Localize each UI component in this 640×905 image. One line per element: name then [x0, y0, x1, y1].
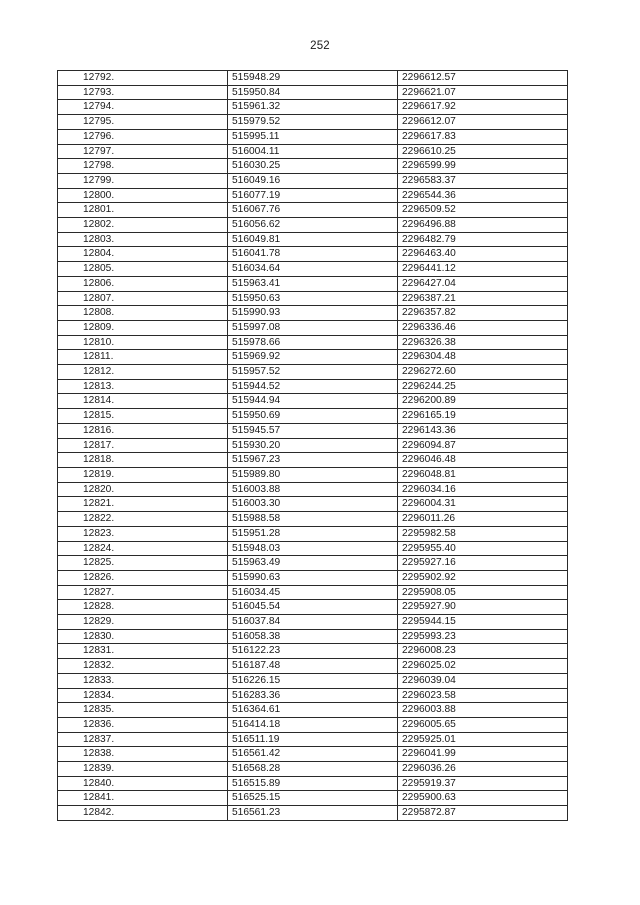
point-number-cell: 12833. [58, 673, 228, 688]
y-coordinate-cell: 2296272.60 [398, 365, 568, 380]
x-coordinate-cell: 516187.48 [228, 659, 398, 674]
x-coordinate-cell: 516041.78 [228, 247, 398, 262]
point-number-cell: 12798. [58, 159, 228, 174]
point-number-cell: 12812. [58, 365, 228, 380]
x-coordinate-cell: 516122.23 [228, 644, 398, 659]
point-number-cell: 12831. [58, 644, 228, 659]
point-number-cell: 12820. [58, 482, 228, 497]
x-coordinate-cell: 516049.81 [228, 232, 398, 247]
table-row [58, 762, 568, 777]
point-number-cell: 12814. [58, 394, 228, 409]
x-coordinate-cell: 516056.62 [228, 218, 398, 233]
table-row [58, 379, 568, 394]
point-number-cell: 12829. [58, 615, 228, 630]
point-number-cell: 12822. [58, 512, 228, 527]
table-row [58, 526, 568, 541]
table-row [58, 673, 568, 688]
point-number-cell: 12800. [58, 188, 228, 203]
point-number-cell: 12801. [58, 203, 228, 218]
point-number-cell: 12827. [58, 585, 228, 600]
table-row [58, 644, 568, 659]
x-coordinate-cell: 516511.19 [228, 732, 398, 747]
point-number-cell: 12795. [58, 115, 228, 130]
table-row [58, 291, 568, 306]
point-number-cell: 12818. [58, 453, 228, 468]
table-row [58, 144, 568, 159]
table-row [58, 717, 568, 732]
x-coordinate-cell: 515969.92 [228, 350, 398, 365]
table-row [58, 585, 568, 600]
point-number-cell: 12797. [58, 144, 228, 159]
point-number-cell: 12811. [58, 350, 228, 365]
y-coordinate-cell: 2296599.99 [398, 159, 568, 174]
point-number-cell: 12793. [58, 85, 228, 100]
point-number-cell: 12824. [58, 541, 228, 556]
table-row [58, 159, 568, 174]
point-number-cell: 12815. [58, 409, 228, 424]
y-coordinate-cell: 2296583.37 [398, 173, 568, 188]
x-coordinate-cell: 515957.52 [228, 365, 398, 380]
table-row [58, 100, 568, 115]
y-coordinate-cell: 2296617.92 [398, 100, 568, 115]
x-coordinate-cell: 515944.94 [228, 394, 398, 409]
x-coordinate-cell: 515948.29 [228, 71, 398, 86]
point-number-cell: 12803. [58, 232, 228, 247]
y-coordinate-cell: 2295925.01 [398, 732, 568, 747]
table-row [58, 747, 568, 762]
point-number-cell: 12828. [58, 600, 228, 615]
y-coordinate-cell: 2296387.21 [398, 291, 568, 306]
y-coordinate-cell: 2296011.26 [398, 512, 568, 527]
table-row [58, 629, 568, 644]
table-row [58, 365, 568, 380]
point-number-cell: 12810. [58, 335, 228, 350]
y-coordinate-cell: 2295927.90 [398, 600, 568, 615]
x-coordinate-cell: 516003.30 [228, 497, 398, 512]
table-row [58, 732, 568, 747]
point-number-cell: 12821. [58, 497, 228, 512]
x-coordinate-cell: 515951.28 [228, 526, 398, 541]
y-coordinate-cell: 2295982.58 [398, 526, 568, 541]
table-row [58, 467, 568, 482]
table-row [58, 115, 568, 130]
table-row [58, 409, 568, 424]
y-coordinate-cell: 2296003.88 [398, 703, 568, 718]
x-coordinate-cell: 516561.23 [228, 806, 398, 821]
table-row [58, 423, 568, 438]
x-coordinate-cell: 515945.57 [228, 423, 398, 438]
x-coordinate-cell: 515961.32 [228, 100, 398, 115]
table-row [58, 600, 568, 615]
y-coordinate-cell: 2295900.63 [398, 791, 568, 806]
table-row [58, 262, 568, 277]
y-coordinate-cell: 2296463.40 [398, 247, 568, 262]
point-number-cell: 12836. [58, 717, 228, 732]
y-coordinate-cell: 2296336.46 [398, 320, 568, 335]
y-coordinate-cell: 2296326.38 [398, 335, 568, 350]
point-number-cell: 12805. [58, 262, 228, 277]
y-coordinate-cell: 2296036.26 [398, 762, 568, 777]
table-row [58, 129, 568, 144]
table-row [58, 659, 568, 674]
y-coordinate-cell: 2296200.89 [398, 394, 568, 409]
table-row [58, 85, 568, 100]
x-coordinate-cell: 515967.23 [228, 453, 398, 468]
table-row [58, 482, 568, 497]
x-coordinate-cell: 516414.18 [228, 717, 398, 732]
x-coordinate-cell: 516003.88 [228, 482, 398, 497]
point-number-cell: 12830. [58, 629, 228, 644]
y-coordinate-cell: 2296482.79 [398, 232, 568, 247]
x-coordinate-cell: 516226.15 [228, 673, 398, 688]
y-coordinate-cell: 2296441.12 [398, 262, 568, 277]
coordinates-table [57, 70, 568, 821]
point-number-cell: 12799. [58, 173, 228, 188]
table-row [58, 497, 568, 512]
x-coordinate-cell: 515995.11 [228, 129, 398, 144]
table-row [58, 232, 568, 247]
point-number-cell: 12807. [58, 291, 228, 306]
x-coordinate-cell: 515963.49 [228, 556, 398, 571]
y-coordinate-cell: 2296612.57 [398, 71, 568, 86]
y-coordinate-cell: 2296041.99 [398, 747, 568, 762]
x-coordinate-cell: 516515.89 [228, 776, 398, 791]
y-coordinate-cell: 2295927.16 [398, 556, 568, 571]
table-row [58, 320, 568, 335]
point-number-cell: 12842. [58, 806, 228, 821]
y-coordinate-cell: 2296023.58 [398, 688, 568, 703]
x-coordinate-cell: 516561.42 [228, 747, 398, 762]
y-coordinate-cell: 2295919.37 [398, 776, 568, 791]
table-row [58, 71, 568, 86]
table-row [58, 188, 568, 203]
table-row [58, 703, 568, 718]
x-coordinate-cell: 516058.38 [228, 629, 398, 644]
table-row [58, 541, 568, 556]
coordinates-table-body [58, 71, 568, 821]
table-row [58, 615, 568, 630]
y-coordinate-cell: 2295944.15 [398, 615, 568, 630]
y-coordinate-cell: 2295993.23 [398, 629, 568, 644]
point-number-cell: 12826. [58, 570, 228, 585]
table-row [58, 203, 568, 218]
y-coordinate-cell: 2296004.31 [398, 497, 568, 512]
y-coordinate-cell: 2296165.19 [398, 409, 568, 424]
table-row [58, 173, 568, 188]
x-coordinate-cell: 515950.63 [228, 291, 398, 306]
point-number-cell: 12802. [58, 218, 228, 233]
y-coordinate-cell: 2296008.23 [398, 644, 568, 659]
x-coordinate-cell: 515978.66 [228, 335, 398, 350]
table-row [58, 218, 568, 233]
x-coordinate-cell: 515990.93 [228, 306, 398, 321]
x-coordinate-cell: 516034.45 [228, 585, 398, 600]
y-coordinate-cell: 2296612.07 [398, 115, 568, 130]
y-coordinate-cell: 2295908.05 [398, 585, 568, 600]
y-coordinate-cell: 2296034.16 [398, 482, 568, 497]
x-coordinate-cell: 516067.76 [228, 203, 398, 218]
table-row [58, 306, 568, 321]
point-number-cell: 12813. [58, 379, 228, 394]
y-coordinate-cell: 2296544.36 [398, 188, 568, 203]
x-coordinate-cell: 516525.15 [228, 791, 398, 806]
table-row [58, 570, 568, 585]
y-coordinate-cell: 2296509.52 [398, 203, 568, 218]
x-coordinate-cell: 515979.52 [228, 115, 398, 130]
point-number-cell: 12817. [58, 438, 228, 453]
point-number-cell: 12819. [58, 467, 228, 482]
x-coordinate-cell: 515930.20 [228, 438, 398, 453]
y-coordinate-cell: 2296621.07 [398, 85, 568, 100]
x-coordinate-cell: 516034.64 [228, 262, 398, 277]
point-number-cell: 12804. [58, 247, 228, 262]
table-row [58, 512, 568, 527]
y-coordinate-cell: 2296025.02 [398, 659, 568, 674]
point-number-cell: 12834. [58, 688, 228, 703]
x-coordinate-cell: 515950.69 [228, 409, 398, 424]
x-coordinate-cell: 515948.03 [228, 541, 398, 556]
table-row [58, 776, 568, 791]
x-coordinate-cell: 515989.80 [228, 467, 398, 482]
point-number-cell: 12796. [58, 129, 228, 144]
y-coordinate-cell: 2296357.82 [398, 306, 568, 321]
point-number-cell: 12832. [58, 659, 228, 674]
x-coordinate-cell: 516045.54 [228, 600, 398, 615]
point-number-cell: 12808. [58, 306, 228, 321]
point-number-cell: 12806. [58, 276, 228, 291]
y-coordinate-cell: 2296244.25 [398, 379, 568, 394]
table-row [58, 350, 568, 365]
point-number-cell: 12841. [58, 791, 228, 806]
y-coordinate-cell: 2295902.92 [398, 570, 568, 585]
point-number-cell: 12840. [58, 776, 228, 791]
y-coordinate-cell: 2296617.83 [398, 129, 568, 144]
x-coordinate-cell: 515997.08 [228, 320, 398, 335]
point-number-cell: 12809. [58, 320, 228, 335]
y-coordinate-cell: 2296427.04 [398, 276, 568, 291]
point-number-cell: 12825. [58, 556, 228, 571]
y-coordinate-cell: 2295872.87 [398, 806, 568, 821]
x-coordinate-cell: 516037.84 [228, 615, 398, 630]
y-coordinate-cell: 2296046.48 [398, 453, 568, 468]
table-row [58, 806, 568, 821]
x-coordinate-cell: 515990.63 [228, 570, 398, 585]
y-coordinate-cell: 2295955.40 [398, 541, 568, 556]
x-coordinate-cell: 516364.61 [228, 703, 398, 718]
x-coordinate-cell: 515950.84 [228, 85, 398, 100]
x-coordinate-cell: 516568.28 [228, 762, 398, 777]
x-coordinate-cell: 516030.25 [228, 159, 398, 174]
point-number-cell: 12792. [58, 71, 228, 86]
point-number-cell: 12839. [58, 762, 228, 777]
y-coordinate-cell: 2296048.81 [398, 467, 568, 482]
y-coordinate-cell: 2296094.87 [398, 438, 568, 453]
y-coordinate-cell: 2296143.36 [398, 423, 568, 438]
table-row [58, 556, 568, 571]
point-number-cell: 12837. [58, 732, 228, 747]
table-row [58, 791, 568, 806]
x-coordinate-cell: 516049.16 [228, 173, 398, 188]
x-coordinate-cell: 516077.19 [228, 188, 398, 203]
x-coordinate-cell: 516004.11 [228, 144, 398, 159]
table-row [58, 335, 568, 350]
table-row [58, 247, 568, 262]
point-number-cell: 12794. [58, 100, 228, 115]
point-number-cell: 12816. [58, 423, 228, 438]
table-row [58, 688, 568, 703]
table-row [58, 453, 568, 468]
table-row [58, 438, 568, 453]
table-row [58, 394, 568, 409]
point-number-cell: 12838. [58, 747, 228, 762]
x-coordinate-cell: 515988.58 [228, 512, 398, 527]
y-coordinate-cell: 2296610.25 [398, 144, 568, 159]
y-coordinate-cell: 2296039.04 [398, 673, 568, 688]
y-coordinate-cell: 2296304.48 [398, 350, 568, 365]
x-coordinate-cell: 516283.36 [228, 688, 398, 703]
point-number-cell: 12835. [58, 703, 228, 718]
y-coordinate-cell: 2296005.65 [398, 717, 568, 732]
x-coordinate-cell: 515944.52 [228, 379, 398, 394]
point-number-cell: 12823. [58, 526, 228, 541]
table-row [58, 276, 568, 291]
y-coordinate-cell: 2296496.88 [398, 218, 568, 233]
x-coordinate-cell: 515963.41 [228, 276, 398, 291]
page-number: 252 [310, 40, 330, 52]
